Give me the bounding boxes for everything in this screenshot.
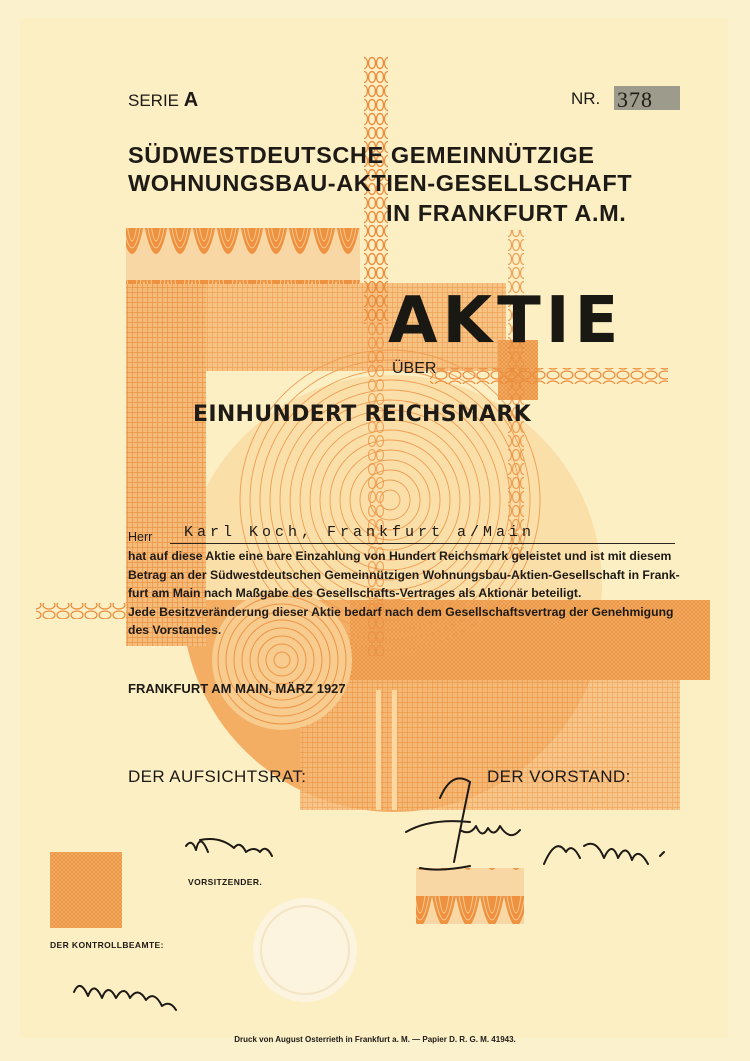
supervisory-board-label: DER AUFSICHTSRAT: bbox=[128, 767, 307, 786]
holder-name: Karl Koch, Frankfurt a/Main bbox=[184, 524, 536, 541]
holder-line bbox=[170, 543, 675, 544]
controller-label: DER KONTROLLBEAMTE: bbox=[50, 940, 164, 950]
body-line: Jede Besitzveränderung dieser Aktie bedarf nach dem Gesellschaftsvertrag der Genehmigung bbox=[128, 604, 674, 619]
title-connector: ÜBER bbox=[392, 360, 437, 377]
holder-prefix: Herr bbox=[128, 530, 153, 544]
series-label: SERIE A bbox=[128, 89, 199, 111]
chair-signature bbox=[186, 839, 272, 856]
body-line: hat auf diese Aktie eine bare Einzahlung von Hundert Reichsmark geleistet und ist mit diesem bbox=[128, 549, 672, 563]
document-title: AKTIE bbox=[388, 284, 624, 358]
certificate-number: 378 bbox=[617, 87, 653, 112]
number-label: NR. bbox=[571, 89, 601, 108]
body-line: furt am Main nach Maßgabe des Gesellschafts-Vertrages als Aktionär beteiligt. bbox=[128, 586, 582, 600]
printer-imprint: Druck von August Osterrieth in Frankfurt a. M. — Papier D. R. G. M. 41943. bbox=[234, 1035, 516, 1044]
face-value: EINHUNDERT REICHSMARK bbox=[193, 402, 531, 427]
company-name-line-3: IN FRANKFURT A.M. bbox=[386, 200, 627, 226]
body-line: Betrag an der Südwestdeutschen Gemeinnützigen Wohnungsbau-Aktien-Gesellschaft in Frank- bbox=[128, 567, 680, 582]
chairman-label: VORSITZENDER. bbox=[188, 877, 263, 887]
place-and-date: FRANKFURT AM MAIN, MÄRZ 1927 bbox=[128, 681, 346, 696]
company-name-line-2: WOHNUNGSBAU-AKTIEN-GESELLSCHAFT bbox=[128, 170, 633, 196]
body-line: des Vorstandes. bbox=[128, 623, 222, 637]
executive-board-label: DER VORSTAND: bbox=[487, 767, 631, 786]
controller-signature bbox=[74, 986, 176, 1010]
certificate-body bbox=[128, 547, 688, 640]
company-name-line-1: SÜDWESTDEUTSCHE GEMEINNÜTZIGE bbox=[128, 142, 595, 168]
